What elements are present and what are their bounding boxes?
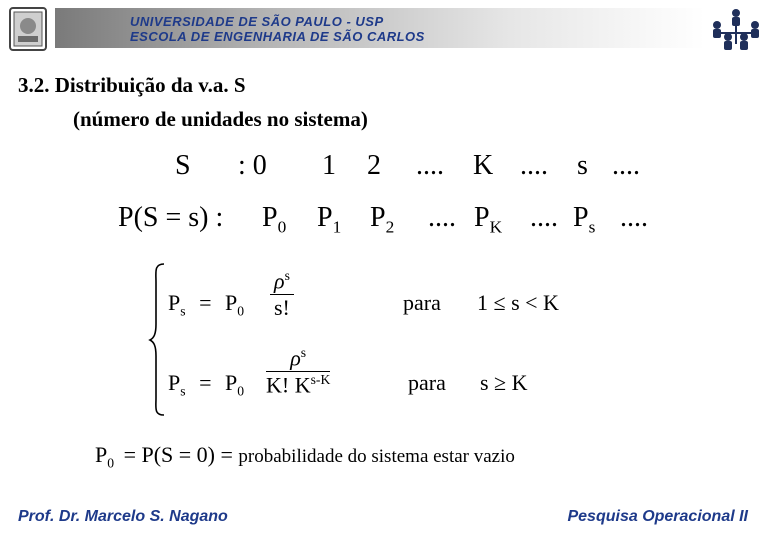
row2-value-7: .... [620, 202, 648, 233]
section-title-line-1: 3.2. Distribuição da v.a. S [18, 73, 246, 97]
header-title [130, 14, 425, 44]
people-network-icon [708, 8, 764, 52]
header-line-1: UNIVERSIDADE DE SÃO PAULO - USP [130, 14, 384, 29]
row1-value-3: .... [416, 150, 444, 181]
footer-course: Pesquisa Operacional II [567, 508, 748, 525]
row2-value-5: .... [530, 202, 558, 233]
case1-condition: 1 ≤ s < K [477, 290, 559, 315]
row2-value-1: $P_1$ [317, 202, 342, 237]
var-s-label: S [175, 150, 191, 181]
left-brace-icon [148, 262, 166, 417]
case2-denominator: K! $K^{s-K}$ [266, 372, 331, 398]
row1-value-6: s [577, 150, 588, 181]
case2-cond-word: para [408, 370, 446, 395]
case2-fraction [266, 345, 330, 399]
p0-definition: $P_0 = P(S = 0)$ = probabilidade do sistema estar vazio [95, 442, 515, 471]
section-title [18, 68, 368, 136]
row1-value-4: K [473, 150, 494, 181]
section-title-line-2: (número de unidades no sistema) [73, 107, 368, 131]
case1-lhs: $P_s = P_0$ [168, 290, 245, 319]
row1-value-5: .... [520, 150, 548, 181]
p0-definition-text: probabilidade do sistema estar vazio [238, 446, 515, 467]
case2-numerator: $\rho^s$ [266, 345, 330, 372]
row2-value-6: $P_s$ [573, 202, 596, 237]
case2-lhs: $P_s = P_0$ [168, 370, 245, 399]
row2-value-3: .... [428, 202, 456, 233]
case1-numerator: $\rho^s$ [270, 268, 294, 295]
case1-fraction [270, 268, 294, 321]
row1-value-2: 2 [367, 150, 381, 181]
row1-value-0: : 0 [238, 150, 267, 181]
row1-value-1: 1 [322, 150, 336, 181]
footer-author: Prof. Dr. Marcelo S. Nagano [18, 508, 228, 525]
row2-value-4: $P_K$ [474, 202, 503, 237]
usp-seal-icon [8, 6, 48, 52]
case1-denominator: s! [273, 295, 290, 321]
row2-value-2: $P_2$ [370, 202, 395, 237]
case1-cond-word: para [403, 290, 441, 315]
row1-value-7: .... [612, 150, 640, 181]
header-line-2: ESCOLA DE ENGENHARIA DE SÃO CARLOS [130, 29, 425, 44]
row2-label: P(S = s) : [118, 202, 224, 233]
row2-value-0: $P_0$ [262, 202, 287, 237]
case2-condition: s ≥ K [480, 370, 528, 395]
